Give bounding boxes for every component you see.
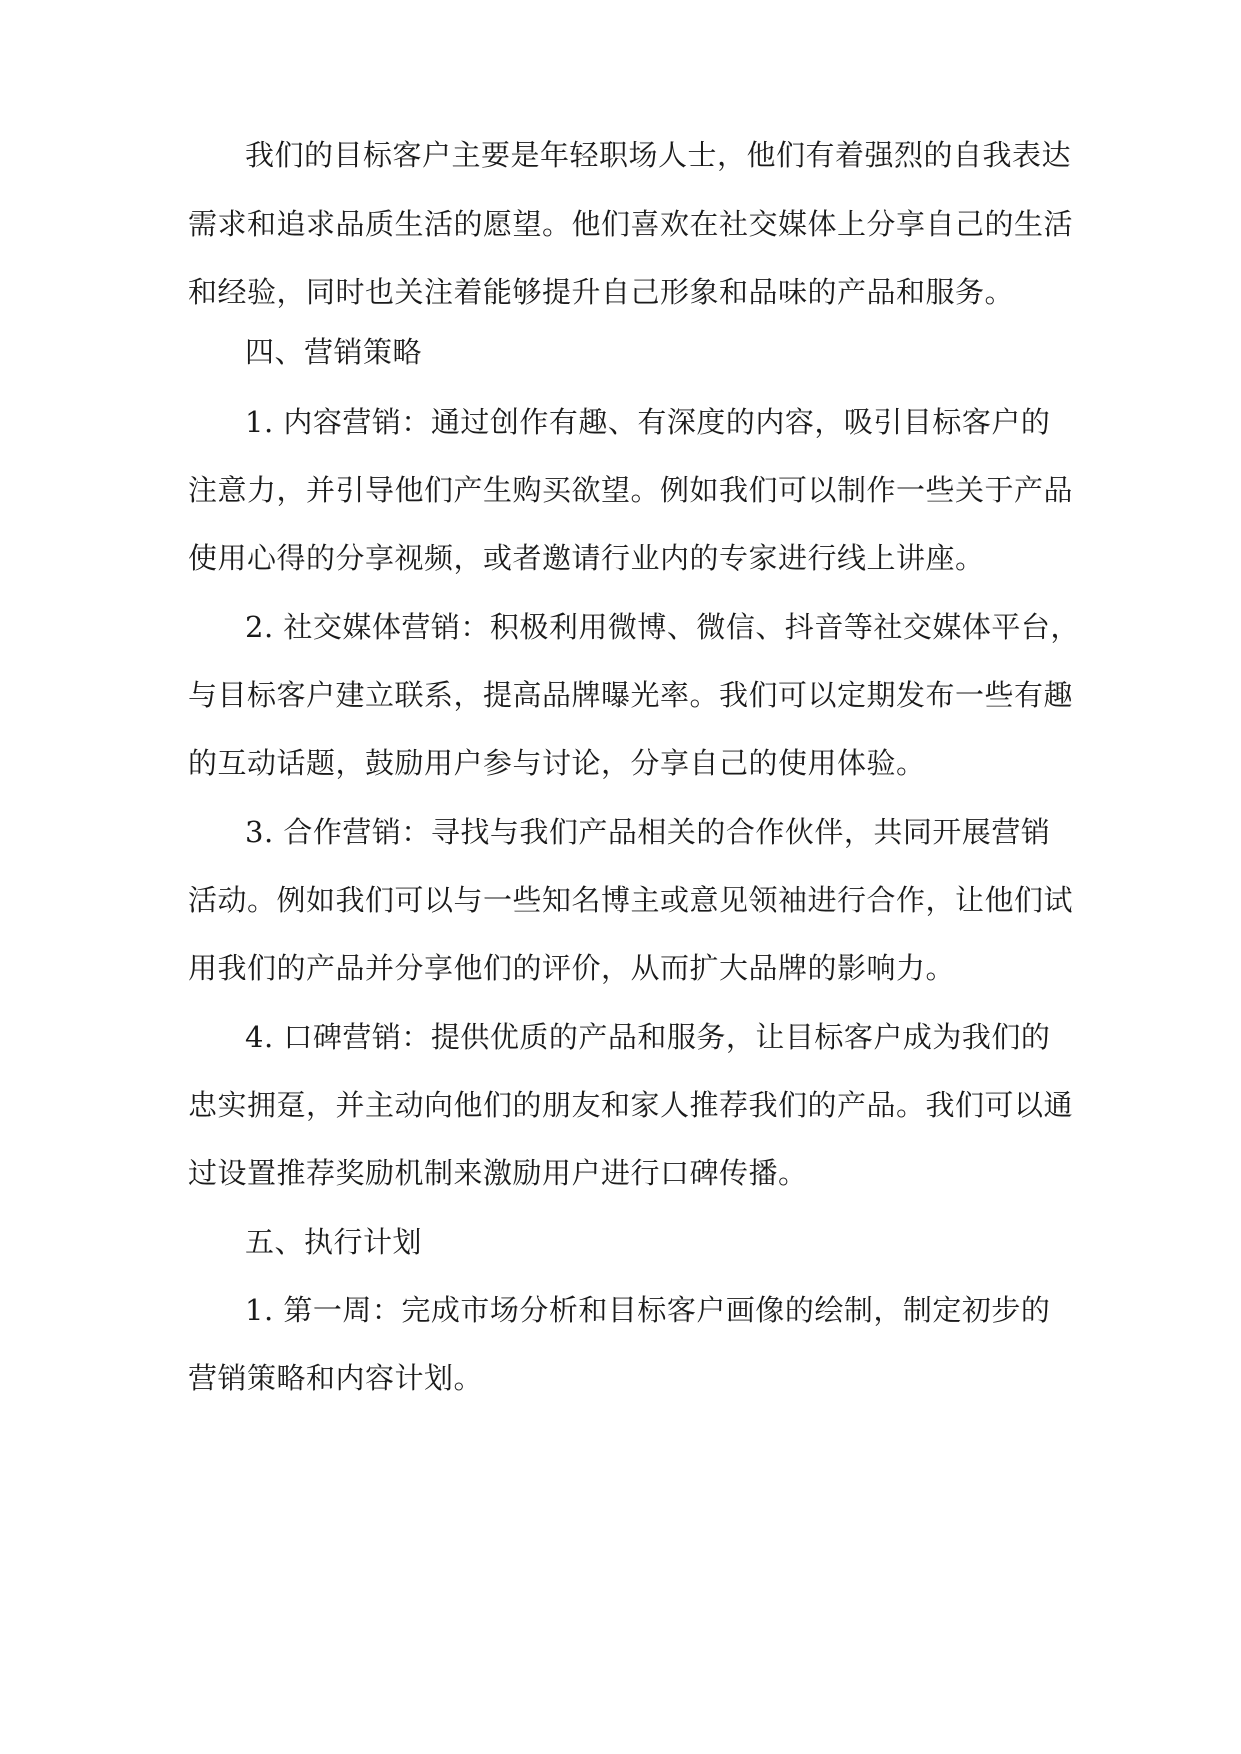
text-line: 营销策略和内容计划。 [188,1361,484,1395]
text-line: 注意力，并引导他们产生购买欲望。例如我们可以制作一些关于产品 [188,473,1074,507]
text-line: 用我们的产品并分享他们的评价，从而扩大品牌的影响力。 [188,951,956,985]
text-line: 忠实拥趸，并主动向他们的朋友和家人推荐我们的产品。我们可以通 [188,1088,1074,1122]
text-line: 3. 合作营销：寻找与我们产品相关的合作伙伴，共同开展营销 [245,815,1051,849]
text-line: 我们的目标客户主要是年轻职场人士，他们有着强烈的自我表达 [245,138,1072,172]
text-line: 活动。例如我们可以与一些知名博主或意见领袖进行合作，让他们试 [188,883,1074,917]
text-line: 4. 口碑营销：提供优质的产品和服务，让目标客户成为我们的 [245,1020,1051,1054]
section-heading: 五、执行计划 [245,1225,423,1259]
text-line: 过设置推荐奖励机制来激励用户进行口碑传播。 [188,1156,808,1190]
text-line: 使用心得的分享视频，或者邀请行业内的专家进行线上讲座。 [188,541,985,575]
text-line: 1. 内容营销：通过创作有趣、有深度的内容，吸引目标客户的 [245,405,1051,439]
text-line: 需求和追求品质生活的愿望。他们喜欢在社交媒体上分享自己的生活 [188,207,1074,241]
text-line: 的互动话题，鼓励用户参与讨论，分享自己的使用体验。 [188,746,926,780]
text-line: 2. 社交媒体营销：积极利用微博、微信、抖音等社交媒体平台， [245,610,1080,644]
text-line: 和经验，同时也关注着能够提升自己形象和品味的产品和服务。 [188,275,1015,309]
text-line: 与目标客户建立联系，提高品牌曝光率。我们可以定期发布一些有趣 [188,678,1074,712]
text-line: 1. 第一周：完成市场分析和目标客户画像的绘制，制定初步的 [245,1293,1051,1327]
section-heading: 四、营销策略 [245,335,423,369]
